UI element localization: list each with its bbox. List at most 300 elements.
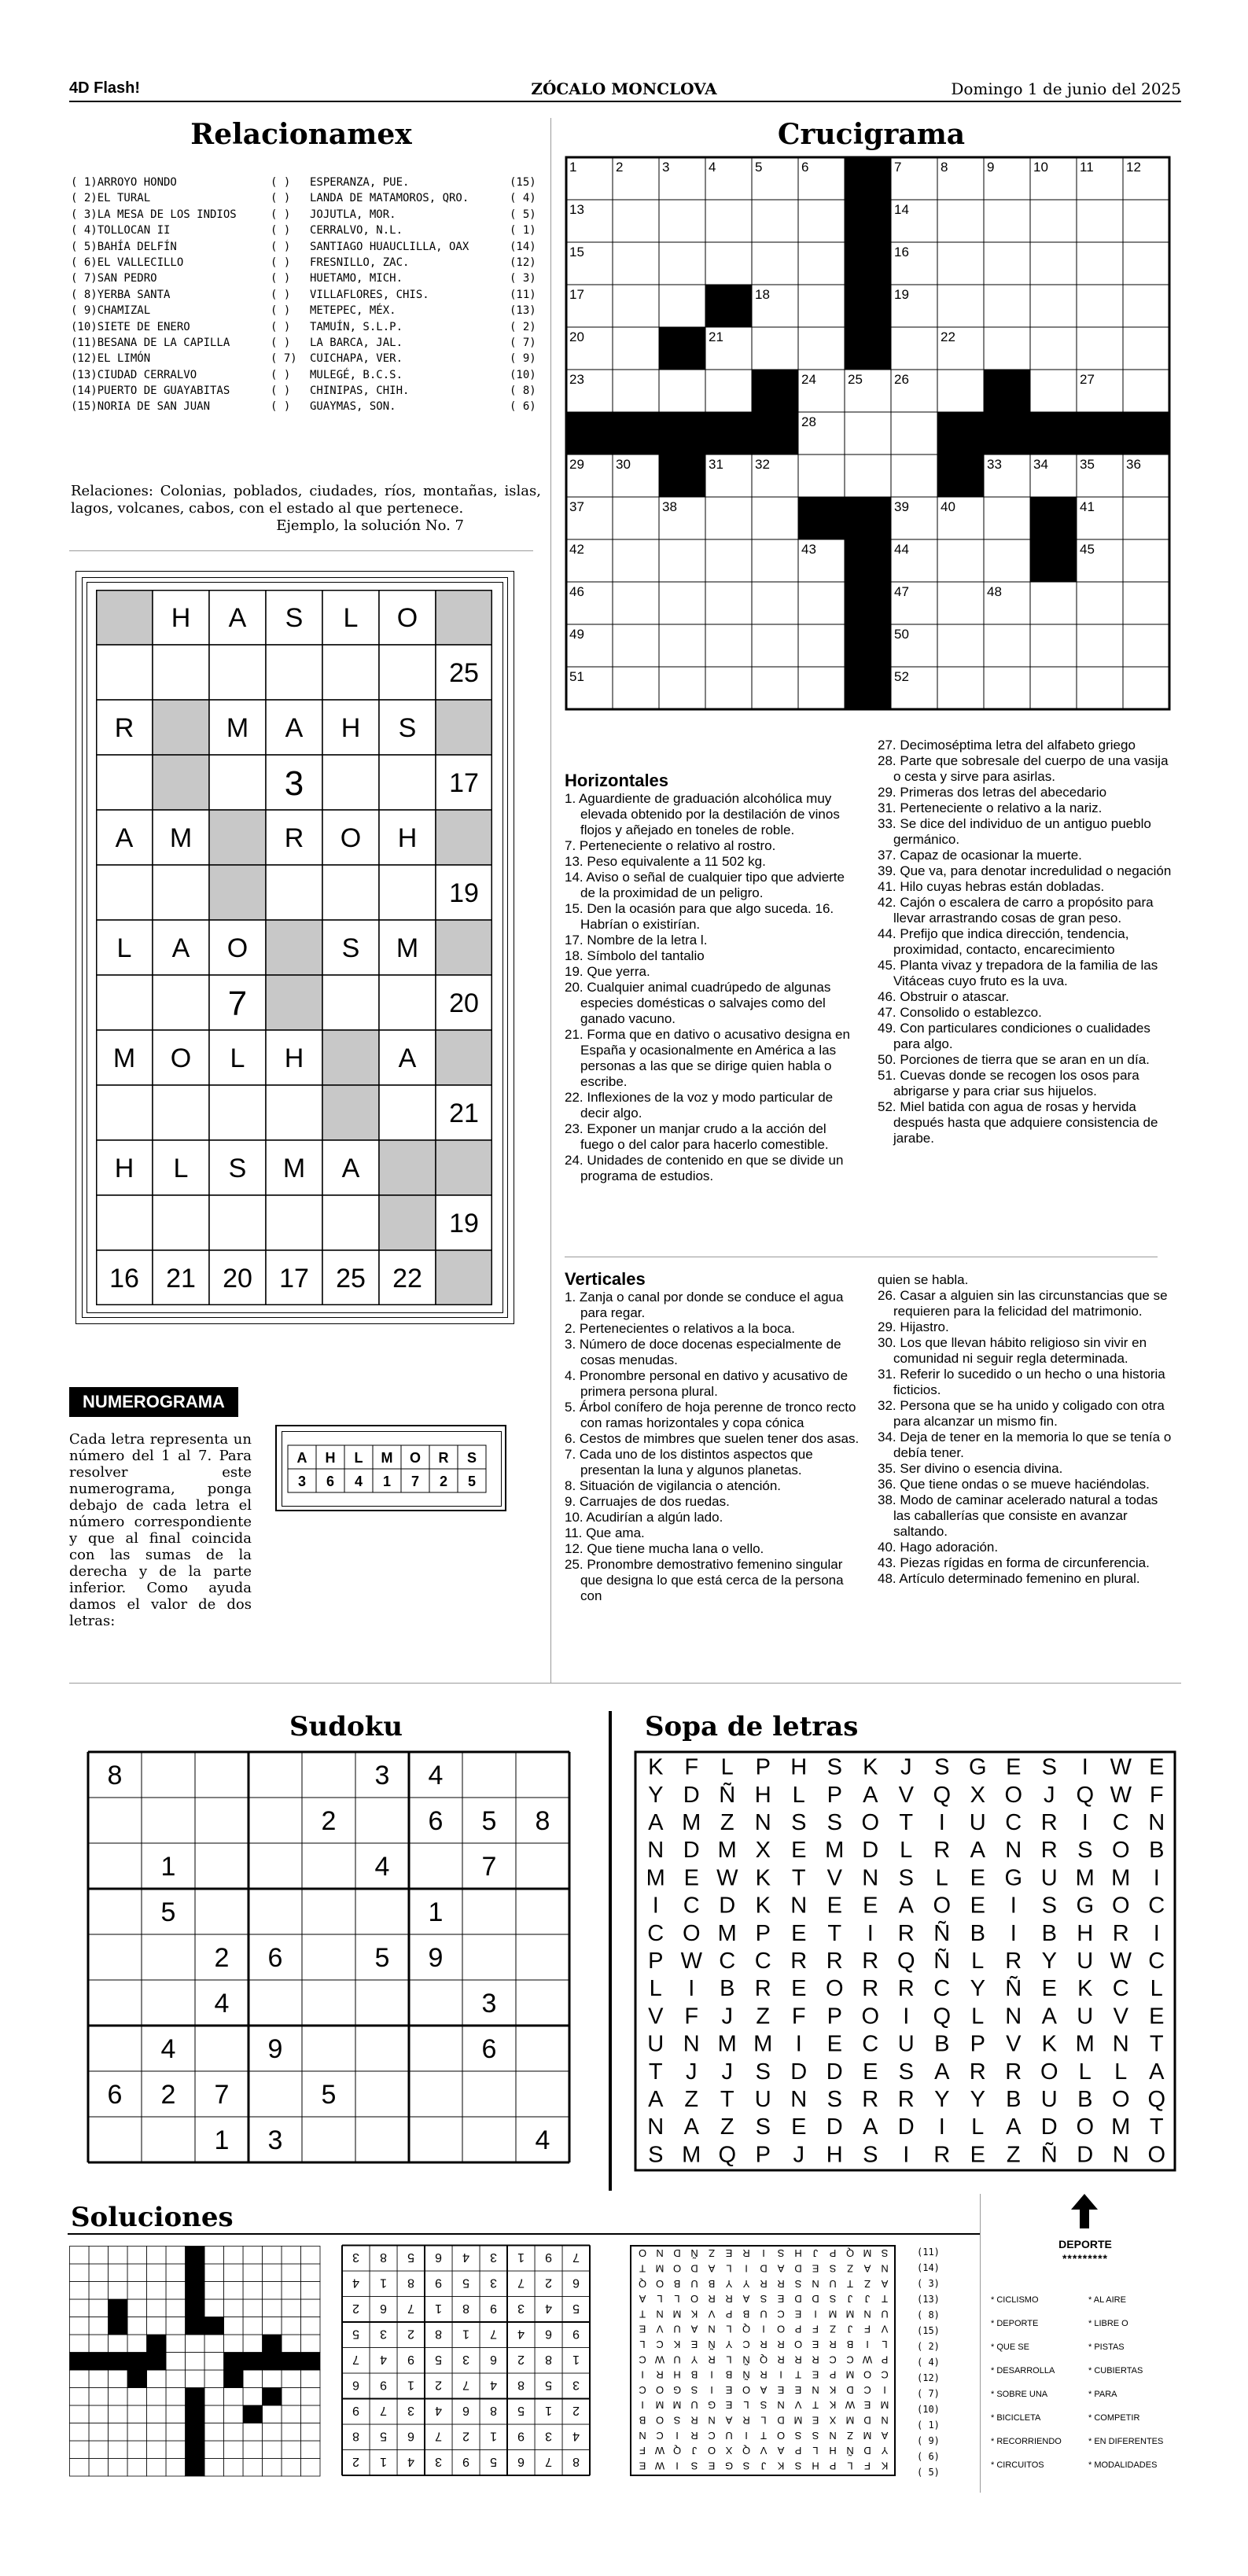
word-search-solution-letter: S [881,2247,889,2260]
deporte-word: * CUBIERTAS [1088,2366,1143,2375]
sudoku-solution-value: 6 [380,2301,387,2315]
sudoku-cell [302,1843,355,1889]
crossword-solution-cell [147,2317,167,2335]
sudoku-solution-value: 1 [380,2454,387,2468]
numerograma-cell-value: O [396,603,418,633]
crossword-solution-cell [224,2247,244,2265]
word-search-letter: E [970,2142,985,2168]
crossword-solution-cell [243,2370,263,2388]
deporte-word: * MODALIDADES [1088,2460,1158,2470]
word-search-solution-letter: M [655,2262,664,2275]
sudoku-cell-value: 4 [374,1852,390,1882]
word-search-solution-letter: V [794,2399,802,2412]
clue: 5. Árbol conífero de hoja perenne de tronco recto con ramas horizontales y copa cónica [565,1400,856,1430]
clue: 42. Cajón o escalera de carro a propósito para llevar arrastrando cosas de gran peso. [878,895,1154,926]
word-search-solution-letter: J [847,2293,853,2306]
word-search-letter: T [899,1810,914,1835]
sudoku-solution-value: 9 [407,2352,414,2366]
numerograma-cell-value: H [114,1154,134,1183]
deporte-word: * QUE SE [991,2342,1029,2352]
word-search-solution-letter: C [656,2429,664,2442]
clue: 20. Cualquier animal cuadrúpedo de algunas especies domésticas o salvajes como del ganado vacuno. [565,980,831,1026]
horizontales-list [565,791,862,1184]
clue: 37. Capaz de ocasionar la muerte. [878,848,1082,863]
crossword-cell-number: 14 [894,202,909,217]
crossword-cell [845,667,891,709]
deporte-word: * DESARROLLA [991,2366,1055,2375]
word-search-solution-letter: W [654,2460,665,2472]
sudoku-cell [248,1798,302,1843]
crossword-solution-cell [263,2335,282,2353]
sudoku-solution-value: 7 [517,2276,525,2290]
state-name: CUICHAPA, VER. [310,352,403,366]
sudoku-solution-value: 5 [435,2352,442,2366]
state-name: LANDA DE MATAMOROS, QRO. [310,192,469,205]
word-search-solution-letter: C [656,2338,664,2350]
word-search-solution-letter: I [883,2383,886,2396]
word-search-letter: B [1006,2087,1022,2112]
crossword-cell-number: 31 [709,457,723,472]
clue: 35. Ser divino o esencia divina. [878,1461,1063,1476]
crossword-solution-cell [166,2317,186,2335]
clue: 4. Pronombre personal en dativo y acusativo de primera persona plural. [565,1368,849,1399]
crossword-cell-number: 13 [569,202,584,217]
key-letter: O [409,1450,422,1466]
word-search-solution-letter: B [708,2277,716,2290]
crossword-cell [1077,327,1123,370]
numerograma-cell [436,920,492,975]
crossword-solution-cell [263,2317,282,2335]
sudoku-cell [248,1752,302,1798]
word-search-letter: G [1076,1893,1095,1919]
sudoku-solution-value: 2 [517,2352,525,2366]
crossword-solution-cell [166,2353,186,2371]
word-search-letter: N [754,1810,771,1835]
crossword-cell [1030,242,1077,285]
crossword-solution-cell [89,2247,109,2265]
crossword-cell [845,242,891,285]
key-value: 1 [382,1474,392,1489]
crossword-solution-cell [147,2264,167,2282]
crossword-cell [613,624,659,667]
crossword-cell [1030,582,1077,624]
sudoku-cell-value: 9 [267,2034,283,2064]
crossword-solution-cell [166,2247,186,2265]
word-search-solution-letter: R [725,2293,733,2306]
place-name: ( 2)EL TURAL [71,192,151,205]
relacionamex-solution-number: (13) [917,2294,940,2305]
crossword-cell-number: 51 [569,669,584,684]
word-search-letter: S [755,2059,771,2085]
word-search-letter: V [1006,2031,1022,2057]
sudoku-cell [302,1934,355,1980]
crossword-solution-cell [282,2459,301,2477]
crossword-cell [566,412,613,454]
crossword-solution-cell [127,2423,147,2442]
word-search-solution-letter: R [760,2368,768,2381]
state-number: (14) [510,240,536,253]
crossword-cell-number: 15 [569,245,584,259]
word-search-solution-letter: B [742,2308,750,2320]
sudoku-cell-value: 4 [535,2125,550,2155]
crossword-cell [845,539,891,582]
crossword-cell [1030,327,1077,370]
word-search-letter: N [790,1893,808,1919]
word-search-solution-letter: S [812,2429,819,2442]
crossword-cell-number: 44 [894,542,909,557]
word-search-solution-letter: J [760,2460,767,2472]
sudoku-solution-value: 1 [517,2250,525,2264]
sudoku-solution-value: 7 [407,2301,414,2315]
crossword-solution-cell [224,2299,244,2317]
crossword-solution-cell [186,2317,205,2335]
crossword-cell [937,285,984,327]
relacionamex-row [71,383,543,399]
deporte-title: DEPORTE [1058,2238,1112,2250]
sudoku-cell-value: 6 [428,1806,444,1836]
word-search-solution-letter: Ñ [846,2445,854,2457]
word-search-letter: U [1077,2004,1094,2030]
sudoku-cell-value: 1 [214,2125,230,2155]
word-search-letter: N [683,2031,700,2057]
sudoku-cell [409,2117,462,2162]
sudoku-solution-value: 7 [490,2327,497,2341]
word-search-solution-letter: R [708,2353,716,2366]
crossword-cell [752,539,798,582]
word-search-solution-letter: E [777,2383,785,2396]
word-search-letter: O [682,1920,701,1946]
word-search-solution-letter: Y [725,2277,733,2290]
sudoku-cell [516,1752,569,1798]
verticales-list-continued [878,1272,1175,1587]
numerograma-cell-value: S [285,603,304,633]
word-search-letter: R [754,1976,771,2002]
key-letter: R [438,1450,449,1466]
sopa-title: Sopa de letras [645,1711,859,1742]
word-search-letter: V [898,1782,914,1808]
crossword-cell-number: 27 [1080,372,1095,387]
key-letter: M [381,1450,393,1466]
numerograma-cell [322,1085,379,1140]
word-search-letter: B [934,2031,950,2057]
clue: 23. Exponer un manjar crudo a la acción del fuego o del calor para hacerlo comestible. [565,1121,829,1152]
numerograma-cell [379,1085,436,1140]
sudoku-cell [88,2026,142,2071]
deporte-word: * RECORRIENDO [991,2437,1062,2446]
word-search-solution-letter: L [674,2293,680,2306]
word-search-letter: U [1040,2087,1058,2112]
state-name: MULEGÉ, B.C.S. [310,368,403,381]
crossword-cell [937,454,984,497]
word-search-solution-letter: A [639,2293,646,2306]
word-search-solution-letter: M [845,2308,855,2320]
state-number: ( 4) [510,192,536,205]
crossword-solution-cell [224,2353,244,2371]
crossword-solution-cell [282,2353,301,2371]
relacionamex-row [71,367,543,383]
clue: 11. Que ama. [565,1525,645,1540]
word-search-letter: I [1081,1810,1088,1835]
relacionamex-row [71,175,543,190]
crossword-cell [705,200,752,242]
relacionamex-row [71,270,543,286]
state-number: ( 6) [510,400,536,414]
numerograma-cell [96,975,153,1030]
crossword-solution-cell [263,2423,282,2442]
word-search-solution-letter: S [760,2399,768,2412]
word-search-grid [634,1750,1180,2175]
crossword-solution-cell [166,2282,186,2300]
word-search-letter: I [1153,1865,1160,1891]
clue: 43. Piezas rígidas en forma de circunferencia. [878,1555,1150,1570]
crossword-cell [798,582,845,624]
crossword-cell [613,667,659,709]
word-search-letter: N [1148,1810,1165,1835]
crossword-cell [845,624,891,667]
crossword-cell-number: 39 [894,499,909,514]
word-search-letter: Ñ [1040,2142,1058,2168]
place-name: ( 1)ARROYO HONDO [71,176,177,189]
word-search-letter: J [793,2142,804,2168]
crossword-solution [68,2244,321,2477]
word-search-letter: I [867,1920,874,1946]
crossword-solution-cell [127,2370,147,2388]
key-value: 7 [410,1474,420,1489]
sudoku-solution-value: 8 [517,2378,525,2392]
relacionamex-solution-number: (10) [917,2404,940,2415]
crossword-cell [1077,285,1123,327]
numerograma-cell [209,1085,266,1140]
crossword-cell [613,285,659,327]
word-search-solution-letter: K [777,2460,785,2472]
word-search-solution-letter: E [812,2262,819,2275]
crossword-cell-number: 8 [941,160,948,175]
deporte-column-2 [1088,2288,1191,2477]
word-search-solution-letter: A [777,2262,785,2275]
word-search-solution-letter: D [673,2247,681,2260]
word-search-solution-letter: R [656,2368,664,2381]
sudoku-cell [516,2026,569,2071]
key-value: 5 [467,1474,477,1489]
sudoku-cell-value: 1 [160,1852,176,1882]
word-search-solution-letter: N [863,2308,871,2320]
word-search-solution-letter: S [690,2460,698,2472]
word-search-letter: M [753,2031,773,2057]
crossword-solution-cell [166,2335,186,2353]
word-search-letter: Q [896,1949,915,1974]
crossword-cell [984,327,1030,370]
sudoku-solution-value: 1 [490,2429,497,2443]
crossword-solution-cell [186,2423,205,2442]
crossword-solution-cell [89,2264,109,2282]
numerograma-cell [379,645,436,700]
word-search-solution-letter: R [777,2277,785,2290]
state-name: GUAYMAS, SON. [310,400,396,414]
word-search-solution-letter: I [866,2338,869,2350]
numerograma-cell [436,1250,492,1305]
numerograma-instructions: Cada letra representa un número del 1 al 7. Para resolver este numerograma, ponga debajo de cada letra el número correspondiente y que al final coincida con las sumas de la derecha y de la parte inferior. Como ayuda damos el valor de dos letras: [69,1431,252,1629]
word-search-solution-letter: E [812,2338,819,2350]
relacionamex-solution-number: ( 6) [917,2451,940,2462]
crossword-cell-number: 1 [569,160,577,175]
crossword-cell [984,667,1030,709]
sudoku-cell [88,1798,142,1843]
word-search-letter: R [897,2087,915,2112]
crossword-cell-number: 3 [662,160,670,175]
answer-slot: ( ) [271,368,291,381]
word-search-solution-letter: M [880,2399,889,2412]
sudoku-solution-value: 4 [435,2403,442,2417]
word-search-solution-letter: J [812,2247,819,2260]
word-search-letter: M [825,1838,845,1864]
sudoku-solution-value: 5 [407,2250,414,2264]
word-search-letter: C [933,1976,951,2002]
relacionamex-title: Relacionamex [190,118,412,151]
numerograma-cell [322,975,379,1030]
sudoku-cell [88,1843,142,1889]
crossword-solution-cell [166,2405,186,2423]
numerograma-cell-value: 7 [227,984,248,1023]
word-search-solution-letter: N [812,2383,819,2396]
word-search-solution-letter: H [829,2445,837,2457]
crossword-cell-number: 22 [941,329,955,344]
word-search-letter: S [791,1810,807,1835]
word-search-letter: T [827,1920,842,1946]
numerograma-cell-value: O [170,1043,192,1073]
word-search-solution-letter: Q [672,2445,682,2457]
word-search-letter: L [1078,2059,1092,2085]
word-search-letter: P [755,1754,771,1780]
numerograma-cell-value: A [285,713,304,743]
word-search-letter: K [1041,2031,1057,2057]
word-search-solution-letter: D [863,2445,871,2457]
crossword-cell [613,370,659,412]
numerograma-cell-value: L [343,603,359,633]
word-search-solution-letter: S [794,2277,802,2290]
word-search-letter: H [826,2142,843,2168]
word-search-letter: N [1005,1838,1022,1864]
crossword-cell [984,539,1030,582]
crossword-cell-number: 23 [569,372,584,387]
state-number: (12) [510,256,536,269]
word-search-letter: Y [648,1782,664,1808]
word-search-solution-letter: D [760,2262,768,2275]
crossword-cell [937,412,984,454]
numerograma-cell [96,590,153,645]
numerograma-cell [379,865,436,920]
word-search-letter: E [791,1920,807,1946]
crossword-solution-cell [70,2353,90,2371]
clue: 19. Que yerra. [565,964,650,979]
numerograma-cell-value: H [397,823,418,853]
crossword-solution-cell [301,2459,321,2477]
numerograma-cell [322,645,379,700]
crossword-cell [613,412,659,454]
sudoku-solution-value: 6 [407,2429,414,2443]
word-search-solution-letter: U [690,2399,698,2412]
numerograma-cell [96,645,153,700]
numerograma-cell [436,1030,492,1085]
crossword-solution-cell [301,2388,321,2406]
clue: 51. Cuevas donde se recogen los osos para abrigarse y para criar sus hijuelos. [878,1068,1139,1098]
word-search-solution-letter: H [673,2368,681,2381]
numerograma-cell-value: 21 [449,1098,479,1128]
word-search-solution-letter: L [726,2353,732,2366]
crossword-solution-cell [243,2282,263,2300]
header-rule [69,101,1181,102]
crossword-cell [845,412,891,454]
word-search-letter: E [863,2059,878,2085]
crossword-solution-cell [224,2264,244,2282]
section-name: 4D Flash! [69,79,141,97]
crossword-solution-cell [224,2405,244,2423]
crossword-solution-cell [70,2299,90,2317]
crossword-cell [1123,242,1169,285]
sudoku-solution-value: 9 [435,2276,442,2290]
sudoku-solution-value: 3 [435,2454,442,2468]
crossword-cell [659,285,705,327]
clue: 9. Carruajes de dos ruedas. [565,1494,730,1509]
word-search-letter: P [755,1920,771,1946]
state-number: ( 7) [510,336,536,349]
word-search-solution-letter: J [847,2323,853,2335]
place-name: ( 7)SAN PEDRO [71,272,157,285]
word-search-solution-letter: T [812,2399,819,2412]
state-name: SANTIAGO HUAUCLILLA, OAX [310,240,469,253]
key-value: 2 [439,1474,448,1489]
crossword-cell [891,327,937,370]
crossword-cell-number: 50 [894,627,909,642]
word-search-letter: N [647,2114,664,2140]
sudoku-solution-value: 5 [462,2276,469,2290]
word-search-letter: A [648,1810,664,1835]
word-search-solution-letter: R [812,2353,819,2366]
crossword-cell [798,497,845,539]
word-search-letter: V [648,2004,664,2030]
crossword-solution-cell [166,2370,186,2388]
up-arrow-icon [1069,2192,1099,2230]
word-search-solution-letter: I [779,2368,782,2381]
sudoku-cell [462,1889,516,1934]
word-search-solution-letter: A [708,2262,716,2275]
numerograma-cell [153,700,209,755]
crossword-cell [752,370,798,412]
word-search-letter: E [791,1976,807,2002]
crossword-cell [1077,412,1123,454]
sudoku-solution-value: 5 [572,2301,580,2315]
key-letter: H [325,1450,336,1466]
word-search-letter: E [1006,1754,1022,1780]
key-value: 4 [354,1474,363,1489]
numerograma-cell-value: M [169,823,193,853]
relacionamex-solution-number: (12) [917,2372,940,2383]
sudoku-solution-value: 3 [407,2403,414,2417]
crossword-cell-number: 52 [894,669,909,684]
crossword-solution-cell [243,2388,263,2406]
crossword-cell [659,242,705,285]
sudoku-cell-value: 5 [374,1943,390,1973]
word-search-letter: E [1149,2004,1165,2030]
word-search-letter: N [1112,2142,1129,2168]
deporte-word: * COMPETIR [1088,2413,1140,2423]
word-search-solution-letter: R [690,2429,698,2442]
word-search-solution-letter: N [708,2323,716,2335]
word-search-solution-letter: C [846,2353,854,2366]
sudoku-cell [302,2117,355,2162]
crossword-cell [937,242,984,285]
word-search-letter: A [898,1893,914,1919]
word-search-letter: L [792,1782,805,1808]
